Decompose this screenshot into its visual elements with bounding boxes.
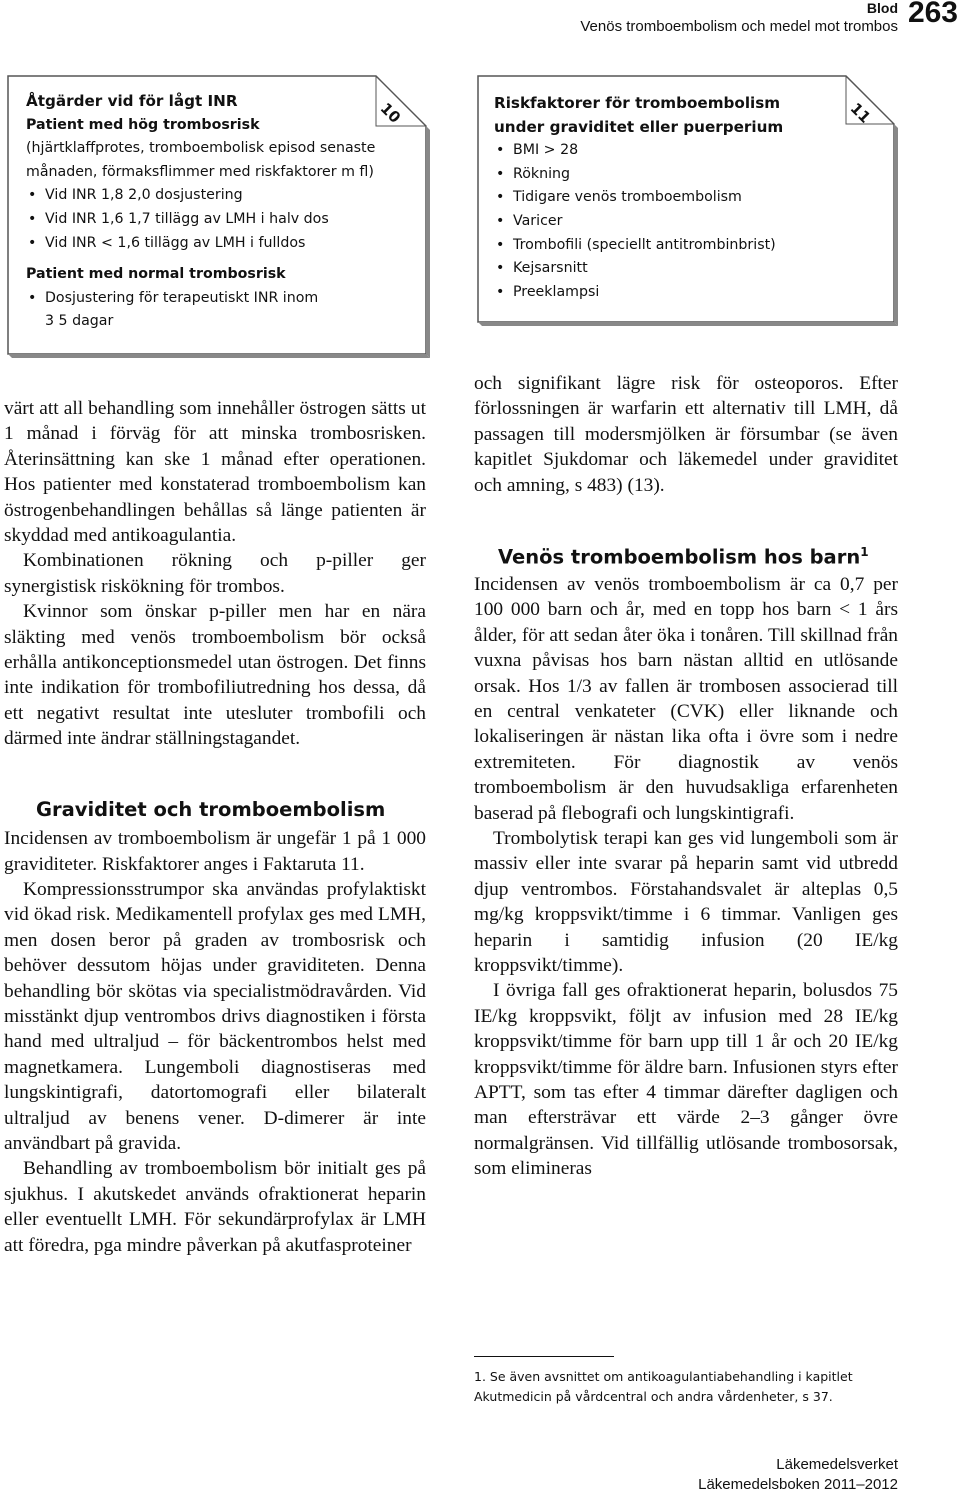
running-section-title: Blod	[866, 0, 898, 16]
paragraph: Kompressionsstrumpor ska användas profylaktiskt vid ökad risk. Medikamentell profylax ges med LMH, men dosen beror på graden av trombosrisk och behöver dessutom höjas under graviditeten. Denna behandling bör skötas via specialistmödravården. Vid misstänkt djup ventrombos drivs diagnostiken i första hand med ultraljud – för bäckentrombos helst med magnetkamera. Lungemboli diagnostiseras med lungskintigrafi, datortomografi eller bilateralt ultraljud av benens vener. D-dimerer är inte användbart på gravida.	[4, 878, 426, 1154]
factbox-title: under graviditet eller puerperium	[494, 117, 784, 136]
paragraph: Behandling av tromboembolism bör initialt ges på sjukhus. I akutskedet används ofraktionerat heparin eller eventuellt LMH. För sekundärprofylax är LMH att föredra, pga mindre påverkan på akutfasproteiner	[4, 1158, 426, 1256]
running-chapter-title: Venös tromboembolism och medel mot trombos	[580, 18, 898, 35]
left-column	[4, 396, 426, 1258]
risk-factor-list	[494, 139, 854, 304]
list-item-continuation: 3 5 dagar	[45, 313, 114, 330]
paragraph: Incidensen av venös tromboembolism är ca 0,7 per 100 000 barn och år, med en topp hos barn < 1 års ålder, för att sedan åter öka i tonåren. Till skillnad från vuxna påvisas hos barn nästan alltid en utlösande orsak. Hos 1/3 av fallen är trombosen associerad till en central venkateter (CVK) eller liknande och lokaliseringen är nästan lika ofta i övre som i nedre extremiteten. För diagnostik av venös tromboembolism är den huvudsakliga erfarenheten baserad på flebografi och lungskintigrafi.	[474, 573, 898, 824]
paragraph: Kombinationen rökning och p-piller ger synergistisk riskökning för trombos.	[4, 550, 426, 597]
normal-risk-list	[26, 287, 396, 311]
paragraph: Trombolytisk terapi kan ges vid lungemboli som är massiv eller inte svarar på heparin samt vid utbredd djup ventrombos. Förstahandsvalet är alteplas 0,5 mg/kg kroppsvikt/timme i 6 timmar. Vanligen ges heparin i samtidig infusion (20 IE/kg kroppsvikt/timme).	[474, 828, 898, 977]
list-item: • Kejsarsnitt	[494, 257, 854, 281]
paragraph: Kvinnor som önskar p-piller men har en nära släkting med venös tromboembolism bör också erhålla antikonceptionsmedel utan östrogen. Det finns inte indikation för trombofiliutredning hos dessa, då ett negativt resultat inte utesluter trombofili och därmed inte ändrar ställningstagandet.	[4, 601, 426, 750]
right-column	[474, 371, 898, 1182]
paragraph: I övriga fall ges ofraktionerat heparin, bolusdos 75 IE/kg kroppsvikt, följt av infusion med 28 IE/kg kroppsvikt/timme för barn upp till 1 år och 20 IE/kg kroppsvikt/timme för äldre barn. Infusionen styrs efter APTT, som tas efter 4 timmar därefter dagligen och man eftersträvar ett värde 2–3 gånger övre normalgränsen. Vid tillfällig utlösande trombosorsak, som elimineras	[474, 980, 898, 1180]
factbox-11	[474, 74, 900, 330]
list-item: • Vid INR < 1,6 tillägg av LMH i fulldos	[26, 232, 396, 256]
list-item: • Preeklampsi	[494, 281, 854, 305]
footnote: 1. Se även avsnittet om antikoagulantiabehandling i kapitlet Akutmedicin på vårdcentral och andra vårdenheter, s 37.	[474, 1369, 853, 1404]
page-number: 263	[907, 0, 958, 29]
list-item: • BMI > 28	[494, 139, 854, 163]
high-risk-description: månaden, förmaksflimmer med riskfaktorer m fl)	[26, 163, 374, 180]
list-item: • Vid INR 1,8 2,0 dosjustering	[26, 184, 396, 208]
factbox-title: Åtgärder vid för lågt INR	[26, 92, 238, 110]
section-heading	[474, 540, 898, 570]
high-risk-description: (hjärtklaffprotes, tromboembolisk episod senaste	[26, 140, 376, 157]
list-item: • Varicer	[494, 210, 854, 234]
list-item: • Vid INR 1,6 1,7 tillägg av LMH i halv dos	[26, 208, 396, 232]
paragraph: värt att all behandling som innehåller östrogen sätts ut 1 månad i förväg för att minska trombosrisken. Återinsättning kan ske 1 månad efter operationen. Hos patienter med konstaterad tromboembolism kan östrogenbehandlingen behållas så länge patienten är skyddad med antikoagulantia.	[4, 398, 426, 547]
footer-publisher: Läkemedelsverket	[776, 1456, 898, 1473]
footer-book: Läkemedelsboken 2011–2012	[698, 1476, 898, 1493]
footnote-rule	[474, 1356, 614, 1357]
section-heading-text: Venös tromboembolism hos barn	[498, 545, 861, 569]
paragraph: och signifikant lägre risk för osteoporos. Efter förlossningen är warfarin ett alternativ till LMH, då passagen till modersmjölken är försumbar (se även kapitlet Sjukdomar och läkemedel under graviditet och amning, s 483) (13).	[474, 373, 898, 496]
normal-risk-heading: Patient med normal trombosrisk	[26, 266, 286, 283]
high-risk-list	[26, 184, 396, 255]
list-item: • Tidigare venös tromboembolism	[494, 186, 854, 210]
factbox-10	[4, 74, 430, 362]
list-item: • Trombofili (speciellt antitrombinbrist)	[494, 234, 854, 258]
high-risk-heading: Patient med hög trombosrisk	[26, 116, 260, 133]
list-item: • Rökning	[494, 163, 854, 187]
footnote-ref: 1	[860, 545, 869, 560]
list-item: • Dosjustering för terapeutiskt INR inom	[26, 287, 396, 311]
factbox-number: 11	[846, 99, 875, 127]
section-heading: Graviditet och tromboembolism	[36, 797, 386, 821]
paragraph: Incidensen av tromboembolism är ungefär 1 på 1 000 graviditeter. Riskfaktorer anges i Faktaruta 11.	[4, 828, 426, 875]
factbox-number: 10	[376, 99, 405, 127]
factbox-title: Riskfaktorer för tromboembolism	[494, 94, 781, 112]
